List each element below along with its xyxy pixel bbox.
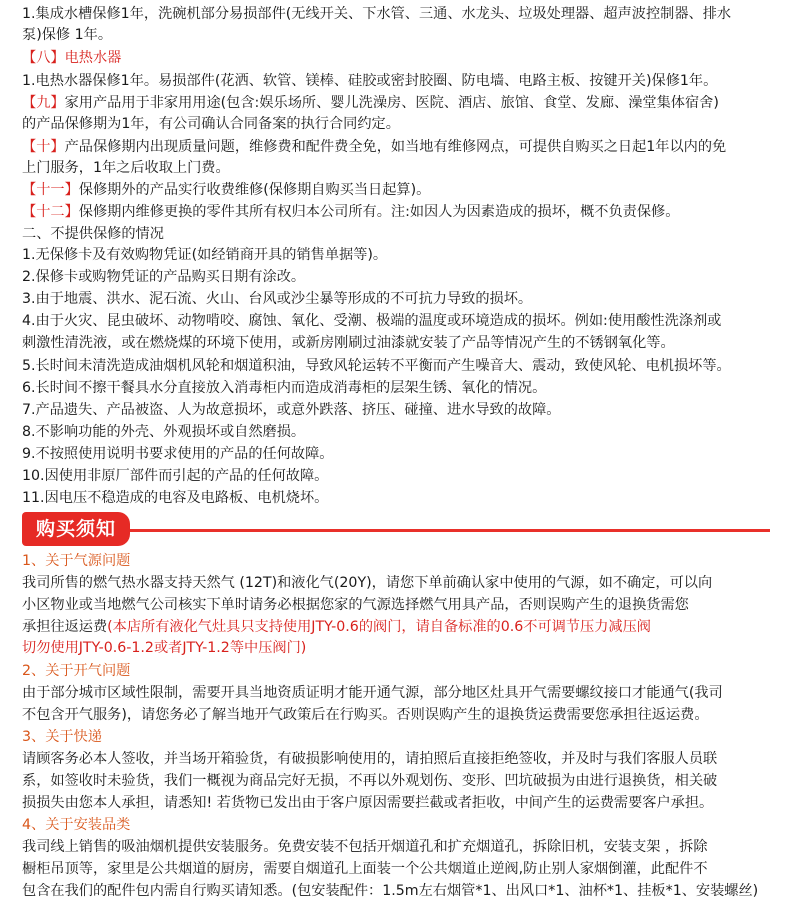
exclusion-item: 6.长时间不擦干餐具水分直接放入消毒柜内而造成消毒柜的层架生锈、氧化的情况。 <box>22 380 547 396</box>
notice-line: 我司所售的燃气热水器支持天然气 (12T)和液化气(20Y)，请您下单前确认家中使用的气源，如不确定，可以向 <box>22 575 713 591</box>
exclusion-item: 4.由于火灾、昆虫破坏、动物啃咬、腐蚀、氧化、受潮、极端的温度或环境造成的损坏。例如:使用酸性洗涤剂或 <box>22 313 722 329</box>
valve-warning: 切勿使用JTY-0.6-1.2或者JTY-1.2等中压阀门) <box>22 640 307 656</box>
warranty-line: 【十】产品保修期内出现质量问题，维修费和配件费全免，如当地有维修网点，可提供自购买之日起1年以内的免 <box>22 139 727 155</box>
notice-line: 橱柜吊顶等，家里是公共烟道的厨房，需要自烟道孔上面装一个公共烟道止逆阀,防止别人家烟倒灌，此配件不 <box>22 861 708 877</box>
exclusion-item: 5.长时间未清洗造成油烟机风轮和烟道积油，导致风轮运转不平衡而产生噪音大、震动，致使风轮、电机损坏等。 <box>22 358 731 374</box>
exclusion-item: 1.无保修卡及有效购物凭证(如经销商开具的销售单据等)。 <box>22 247 388 263</box>
exclusion-item: 3.由于地震、洪水、泥石流、火山、台风或沙尘暴等形成的不可抗力导致的损坏。 <box>22 291 533 307</box>
warranty-line: 上门服务，1年之后收取上门费。 <box>22 160 230 176</box>
exclusion-item: 刺激性清洗液，或在燃烧煤的环境下使用，或新房刚刷过油漆就安装了产品等情况产生的不锈钢氧化等。 <box>22 335 675 351</box>
warranty-line: 【十二】保修期内维修更换的零件其所有权归本公司所有。注:如因人为因素造成的损坏，概不负责保修。 <box>22 204 680 220</box>
notice-heading: 3、关于快递 <box>22 729 102 745</box>
section-tag: 【十二】 <box>22 204 79 220</box>
warranty-line: 1.集成水槽保修1年，洗碗机部分易损部件(无线开关、下水管、三通、水龙头、垃圾处理器、超声波控制器、排水 <box>22 6 732 22</box>
notice-line: 损损失由您本人承担，请悉知! 若货物已发出由于客户原因需要拦截或者拒收，中间产生的运费需要客户承担。 <box>22 795 714 811</box>
notice-line: 系，如签收时未验货，我们一概视为商品完好无损，不再以外观划伤、变形、凹坑破损为由进行退换货，相关破 <box>22 773 718 789</box>
notice-line: 由于部分城市区域性限制，需要开具当地资质证明才能开通气源，部分地区灶具开气需要螺纹接口才能通气(我司 <box>22 685 723 701</box>
notice-line: 请顾客务必本人签收，并当场开箱验货，有破损影响使用的，请拍照后直接拒绝签收，并及时与我们客服人员联 <box>22 751 718 767</box>
warranty-line: 【九】家用产品用于非家用用途(包含:娱乐场所、婴儿洗澡房、医院、酒店、旅馆、食堂、发廊、澡堂集体宿舍) <box>22 95 719 111</box>
section-tag: 【九】 <box>22 95 65 111</box>
notice-line: 我司线上销售的吸油烟机提供安装服务。免费安装不包括开烟道孔和扩充烟道孔，拆除旧机，安装支架 ，拆除 <box>22 839 708 855</box>
exclusion-item: 2.保修卡或购物凭证的产品购买日期有涂改。 <box>22 269 306 285</box>
warranty-line: 1.电热水器保修1年。易损部件(花洒、软管、镁棒、硅胶或密封胶圈、防电墙、电路主板、按键开关)保修1年。 <box>22 73 718 89</box>
warranty-line: 【十一】保修期外的产品实行收费维修(保修期自购买当日起算)。 <box>22 182 431 198</box>
section-tag: 【八】电热水器 <box>22 50 122 66</box>
warranty-line: 的产品保修期为1年，有公司确认合同备案的执行合同约定。 <box>22 116 400 132</box>
notice-line: 包含在我们的配件包内需自行购买请知悉。(包安装配件：1.5m左右烟管*1、出风口*1、油杯*1、挂板*1、安装螺丝) <box>22 883 759 899</box>
notice-heading: 2、关于开气问题 <box>22 663 131 679</box>
section-tag: 【十】 <box>22 139 65 155</box>
section-tag: 【十一】 <box>22 182 79 198</box>
purchase-notice-banner: 购买须知 <box>22 512 130 546</box>
notice-line: 承担往返运费(本店所有液化气灶具只支持使用JTY-0.6的阀门，请自备标准的0.6不可调节压力减压阀 <box>22 619 651 635</box>
notice-line: 小区物业或当地燃气公司核实下单时请务必根据您家的气源选择燃气用具产品，否则误购产生的退换货需您 <box>22 597 689 613</box>
valve-warning: (本店所有液化气灶具只支持使用JTY-0.6的阀门，请自备标准的0.6不可调节压力减压阀 <box>107 619 651 635</box>
warranty-line <box>22 46 774 70</box>
exclusion-item: 8.不影响功能的外壳、外观损坏或自然磨损。 <box>22 424 306 440</box>
notice-line: 不包含开气服务)，请您务必了解当地开气政策后在行购买。否则误购产生的退换货运费需要您承担往返运费。 <box>22 707 709 723</box>
notice-heading: 4、关于安装品类 <box>22 817 131 833</box>
banner-divider <box>22 529 770 532</box>
warranty-line: 泵)保修 1年。 <box>22 27 113 43</box>
exclusion-item: 7.产品遗失、产品被盗、人为故意损坏，或意外跌落、挤压、碰撞、进水导致的故障。 <box>22 402 561 418</box>
exclusion-item: 9.不按照使用说明书要求使用的产品的任何故障。 <box>22 446 334 462</box>
exclusion-item: 11.因电压不稳造成的电容及电路板、电机烧坏。 <box>22 490 329 506</box>
notice-heading: 1、关于气源问题 <box>22 553 131 569</box>
subheading: 二、不提供保修的情况 <box>22 226 164 242</box>
exclusion-item: 10.因使用非原厂部件而引起的产品的任何故障。 <box>22 468 329 484</box>
